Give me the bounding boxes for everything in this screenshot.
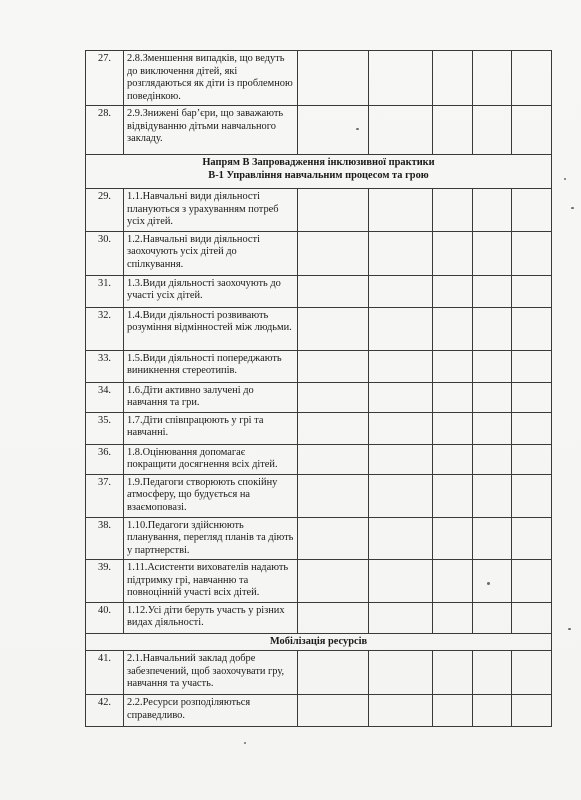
empty-cell [433,106,473,155]
empty-cell [473,189,512,232]
empty-cell [433,350,473,382]
empty-cell [473,602,512,633]
empty-cell [298,275,369,307]
row-number: 27. [86,51,124,106]
table-row [86,444,552,474]
row-number: 32. [86,307,124,350]
row-text: 1.8.Оцінювання допомагає покращити досягнення всіх дітей. [124,444,298,474]
empty-cell [512,189,552,232]
empty-cell [512,382,552,412]
row-text: 1.10.Педагоги здійснюють планування, перегляд планів та діють у партнерстві. [124,517,298,560]
empty-cell [298,189,369,232]
empty-cell [512,275,552,307]
row-number: 29. [86,189,124,232]
empty-cell [369,231,433,275]
table-row [86,231,552,275]
empty-cell [512,695,552,727]
empty-cell [473,517,512,560]
empty-cell [369,695,433,727]
empty-cell [298,474,369,517]
table-row [86,517,552,560]
table-row [86,560,552,603]
row-text: 1.6.Діти активно залучені до навчання та гри. [124,382,298,412]
empty-cell [433,231,473,275]
empty-cell [433,695,473,727]
table-row [86,51,552,106]
empty-cell [512,106,552,155]
empty-cell [433,307,473,350]
row-number: 38. [86,517,124,560]
row-number: 31. [86,275,124,307]
empty-cell [512,51,552,106]
row-number: 41. [86,651,124,695]
table-row [86,106,552,155]
empty-cell [298,51,369,106]
table-row [86,307,552,350]
row-text: 1.7.Діти співпрацюють у грі та навчанні. [124,412,298,444]
empty-cell [433,275,473,307]
empty-cell [512,444,552,474]
row-number: 30. [86,231,124,275]
row-number: 36. [86,444,124,474]
empty-cell [512,231,552,275]
scan-speck [571,207,574,209]
empty-cell [298,444,369,474]
empty-cell [433,412,473,444]
empty-cell [473,275,512,307]
table-row [86,474,552,517]
scan-speck [356,128,359,130]
row-text: 1.1.Навчальні види діяльності плануються з урахуванням потреб усіх дітей. [124,189,298,232]
row-number: 39. [86,560,124,603]
empty-cell [369,444,433,474]
empty-cell [512,651,552,695]
row-text: 1.5.Види діяльності попереджають виникнення стереотипів. [124,350,298,382]
empty-cell [369,560,433,603]
empty-cell [298,307,369,350]
empty-cell [369,517,433,560]
section-heading: Мобілізація ресурсів [86,633,552,651]
section-heading-row [86,633,552,651]
empty-cell [473,106,512,155]
row-number: 42. [86,695,124,727]
empty-cell [433,382,473,412]
table-row [86,350,552,382]
empty-cell [433,560,473,603]
empty-cell [512,560,552,603]
scan-speck [244,742,246,744]
empty-cell [512,350,552,382]
section-heading: Напрям В Запровадження інклюзивної практики [202,157,435,168]
empty-cell [433,189,473,232]
empty-cell [298,106,369,155]
empty-cell [512,412,552,444]
empty-cell [298,651,369,695]
empty-cell [512,474,552,517]
row-text: 2.9.Знижені бар’єри, що заважають відвідуванню дітьми навчального закладу. [124,106,298,155]
empty-cell [473,444,512,474]
empty-cell [433,651,473,695]
empty-cell [473,231,512,275]
row-text: 1.4.Види діяльності розвивають розуміння відмінностей між людьми. [124,307,298,350]
empty-cell [512,307,552,350]
empty-cell [298,517,369,560]
table-row [86,651,552,695]
table-row [86,382,552,412]
table-row [86,602,552,633]
table-row [86,412,552,444]
empty-cell [369,307,433,350]
empty-cell [369,651,433,695]
row-number: 34. [86,382,124,412]
empty-cell [473,695,512,727]
empty-cell [369,275,433,307]
empty-cell [298,602,369,633]
empty-cell [298,695,369,727]
empty-cell [473,560,512,603]
row-text: 1.2.Навчальні види діяльності заохочують усіх дітей до спілкування. [124,231,298,275]
empty-cell [473,412,512,444]
empty-cell [369,602,433,633]
empty-cell [298,350,369,382]
scan-speck [564,178,566,180]
empty-cell [298,231,369,275]
empty-cell [369,189,433,232]
empty-cell [369,412,433,444]
empty-cell [473,474,512,517]
empty-cell [298,382,369,412]
empty-cell [433,517,473,560]
row-text: 1.12.Усі діти беруть участь у різних видах діяльності. [124,602,298,633]
empty-cell [369,350,433,382]
row-number: 33. [86,350,124,382]
empty-cell [369,382,433,412]
empty-cell [298,560,369,603]
empty-cell [473,350,512,382]
empty-cell [433,474,473,517]
table-row [86,275,552,307]
empty-cell [473,651,512,695]
empty-cell [512,517,552,560]
section-subheading: В-1 Управління навчальним процесом та грою [208,169,429,181]
empty-cell [512,602,552,633]
row-number: 40. [86,602,124,633]
row-number: 35. [86,412,124,444]
row-text: 1.3.Види діяльності заохочують до участі усіх дітей. [124,275,298,307]
empty-cell [369,474,433,517]
row-text: 1.9.Педагоги створюють спокійну атмосферу, що будується на взаємоповазі. [124,474,298,517]
table-row [86,189,552,232]
table-row [86,695,552,727]
empty-cell [433,51,473,106]
empty-cell [433,602,473,633]
row-text: 1.11.Асистенти вихователів надають підтримку грі, навчанню та повноцінній участі всіх дітей. [124,560,298,603]
empty-cell [433,444,473,474]
scan-speck [568,628,571,630]
inclusion-index-table [85,50,552,727]
row-text: 2.8.Зменшення випадків, що ведуть до виключення дітей, які розглядаються як діти із проблемною поведінкою. [124,51,298,106]
row-number: 28. [86,106,124,155]
empty-cell [473,307,512,350]
scan-speck [487,582,490,585]
row-number: 37. [86,474,124,517]
empty-cell [369,106,433,155]
empty-cell [473,382,512,412]
row-text: 2.2.Ресурси розподіляються справедливо. [124,695,298,727]
empty-cell [369,51,433,106]
empty-cell [473,51,512,106]
section-heading-row [86,155,552,189]
empty-cell [298,412,369,444]
row-text: 2.1.Навчальний заклад добре забезпечений, щоб заохочувати гру, навчання та участь. [124,651,298,695]
